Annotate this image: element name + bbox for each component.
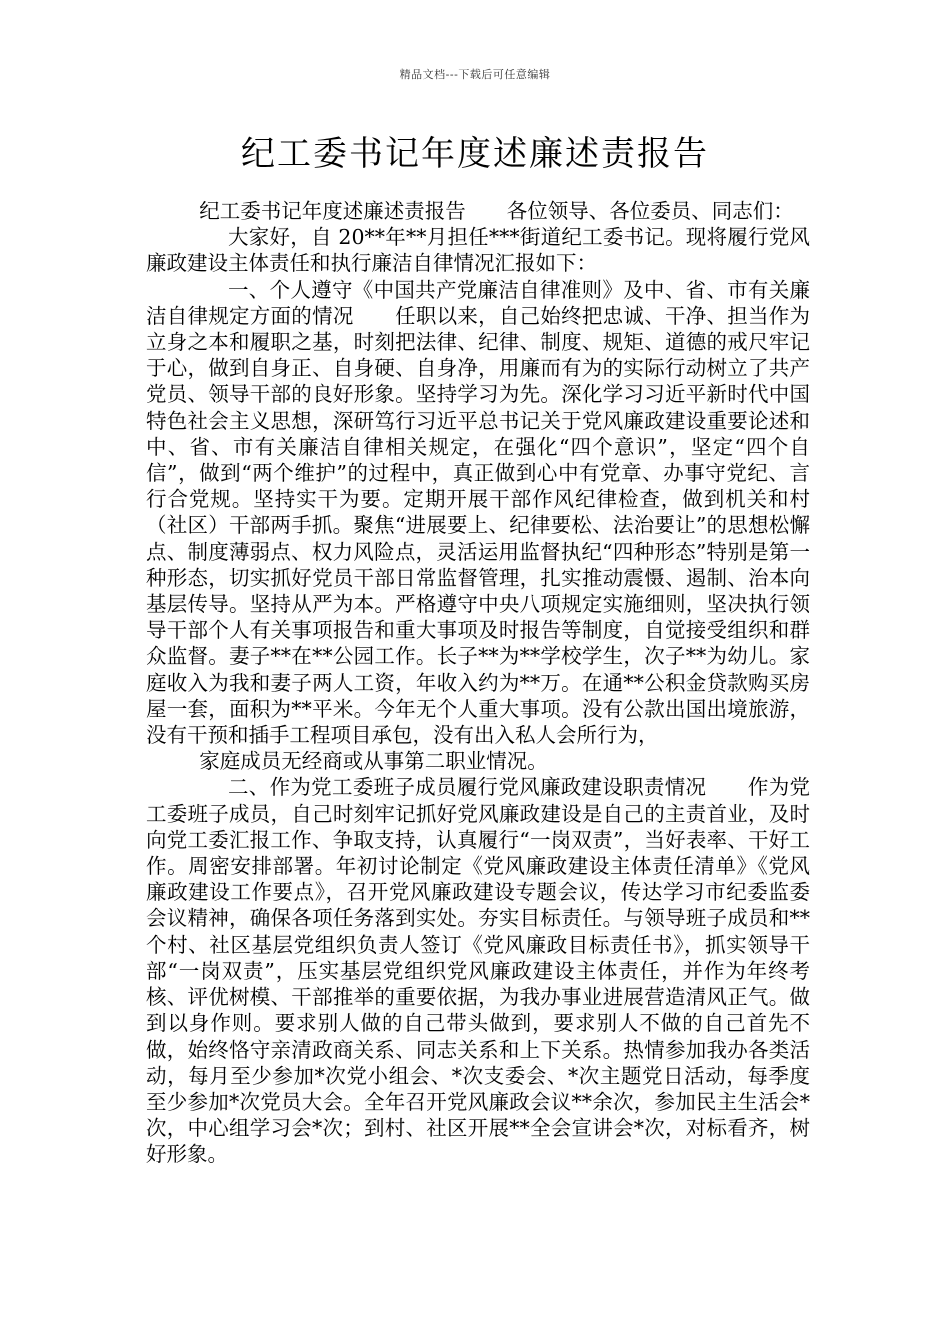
section-two-paragraph: 二、作为党工委班子成员履行党风廉政建设职责情况 作为党工委班子成员，自己时刻牢记抓好党风廉政建设是自己的主责首业，及时向党工委汇报工作、争取支持，认真履行“一岗双责”，当好表率、干好工作。周密安排部署。年初讨论制定《党风廉政建设主体责任清单》《党风廉政建设工作要点》，召开党风廉政建设专题会议，传达学习市纪委监委会议精神，确保各项任务落到实处。夯实目标责任。与领导班子成员和**个村、社区基层党组织负责人签订《党风廉政目标责任书》，抓实领导干部“一岗双责”，压实基层党组织党风廉政建设主体责任，并作为年终考核、评优树模、干部推举的重要依据，为我办事业进展营造清风正气。做到以身作则。要求别人做的自己带头做到，要求别人不做的自己首先不做，始终恪守亲清政商关系、同志关系和上下关系。热情参加我办各类活动，每月至少参加*次党小组会、*次支委会、*次主题党日活动，每季度至少参加*次党员大会。全年召开党风廉政会议**余次，参加民主生活会*次，中心组学习会*次；到村、社区开展**全会宣讲会*次，对标看齐，树好形象。 — [146, 775, 810, 1167]
header-note: 精品文档---下载后可任意编辑 — [399, 68, 551, 81]
family-business-paragraph: 家庭成员无经商或从事第二职业情况。 — [199, 749, 548, 774]
document-title: 纪工委书记年度述廉述责报告 — [241, 134, 709, 174]
opening-paragraph: 纪工委书记年度述廉述责报告 各位领导、各位委员、同志们： — [199, 199, 794, 223]
greeting-paragraph: 大家好，自 20**年**月担任***街道纪工委书记。现将履行党风廉政建设主体责任和执行廉洁自律情况汇报如下： — [146, 225, 810, 276]
document-body — [146, 198, 810, 1168]
section-one-paragraph: 一、个人遵守《中国共产党廉洁自律准则》及中、省、市有关廉洁自律规定方面的情况 任职以来，自己始终把忠诚、干净、担当作为立身之本和履职之基，时刻把法律、纪律、制度、规矩、道德的戒尺牢记于心，做到自身正、自身硬、自身净，用廉而有为的实际行动树立了共产党员、领导干部的良好形象。坚持学习为先。深化学习习近平新时代中国特色社会主义思想，深研笃行习近平总书记关于党风廉政建设重要论述和中、省、市有关廉洁自律相关规定，在强化“四个意识”，坚定“四个自信”，做到“两个维护”的过程中，真正做到心中有党章、办事守党纪、言行合党规。坚持实干为要。定期开展干部作风纪律检查，做到机关和村（社区）干部两手抓。聚焦“进展要上、纪律要松、法治要让”的思想松懈点、制度薄弱点、权力风险点，灵活运用监督执纪“四种形态”特别是第一种形态，切实抓好党员干部日常监督管理，扎实推动震慑、遏制、治本向基层传导。坚持从严为本。严格遵守中央八项规定实施细则，坚决执行领导干部个人有关事项报告和重大事项及时报告等制度，自觉接受组织和群众监督。妻子**在**公园工作。长子**为**学校学生，次子**为幼儿。家庭收入为我和妻子两人工资，年收入约为**万。在通**公积金贷款购买房屋一套，面积为**平米。今年无个人重大事项。没有公款出国出境旅游，没有干预和插手工程项目承包，没有出入私人会所行为， — [146, 277, 810, 748]
